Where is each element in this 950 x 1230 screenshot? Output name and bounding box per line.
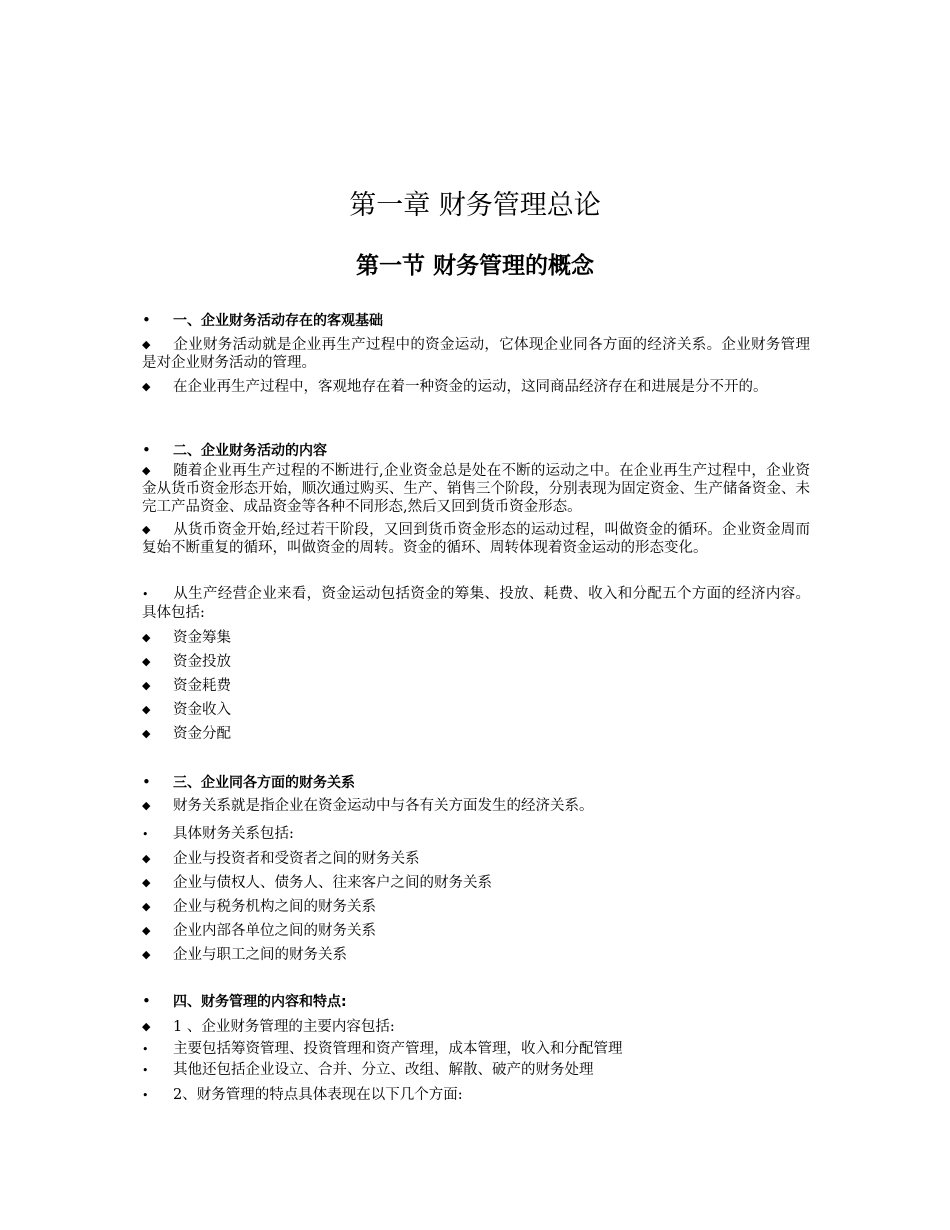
part3-p2-text: 具体财务关系包括: bbox=[173, 826, 294, 842]
dot-bullet-icon: • bbox=[142, 441, 151, 459]
part4-heading-line bbox=[142, 992, 810, 1011]
diamond-bullet-icon: ◆ bbox=[142, 876, 151, 889]
diamond-bullet-icon: ◆ bbox=[142, 523, 151, 536]
diamond-bullet-icon: ◆ bbox=[142, 727, 151, 740]
part1-heading: 一、企业财务活动存在的客观基础 bbox=[173, 313, 383, 329]
part2-item-text: 资金投放 bbox=[173, 654, 231, 670]
part2-p3-text: 从生产经营企业来看，资金运动包括资金的筹集、投放、耗费、收入和分配五个方面的经济内容。具体包括: bbox=[142, 586, 810, 621]
diamond-bullet-icon: ◆ bbox=[142, 799, 151, 812]
part4-line-1 bbox=[142, 1018, 810, 1036]
part4-l4-text: 2、财务管理的特点具体表现在以下几个方面: bbox=[173, 1087, 463, 1103]
chapter-title: 第一章 财务管理总论 bbox=[349, 190, 601, 221]
dot-bullet-icon: • bbox=[142, 773, 151, 791]
part2-item-text: 资金收入 bbox=[173, 702, 231, 718]
part2-paragraph-2 bbox=[142, 521, 810, 557]
part2-item-0 bbox=[142, 629, 810, 647]
part1-p2-text: 在企业再生产过程中，客观地存在着一种资金的运动，这同商品经济存在和进展是分不开的。 bbox=[173, 379, 768, 395]
diamond-bullet-icon: ◆ bbox=[142, 338, 151, 351]
part2-item-text: 资金耗费 bbox=[173, 678, 231, 694]
part4-l2-text: 主要包括筹资管理、投资管理和资产管理，成本管理，收入和分配管理 bbox=[173, 1041, 623, 1057]
part3-item-text: 企业与税务机构之间的财务关系 bbox=[173, 899, 376, 915]
dot-bullet-icon: • bbox=[142, 1089, 149, 1102]
dot-bullet-icon: • bbox=[142, 588, 149, 601]
part3-p1-text: 财务关系就是指企业在资金运动中与各有关方面发生的经济关系。 bbox=[173, 798, 594, 814]
part3-item-0 bbox=[142, 850, 810, 868]
diamond-bullet-icon: ◆ bbox=[142, 679, 151, 692]
dot-bullet-icon: • bbox=[142, 311, 151, 329]
part3-item-text: 企业内部各单位之间的财务关系 bbox=[173, 923, 376, 939]
diamond-bullet-icon: ◆ bbox=[142, 1020, 151, 1033]
part3-item-1 bbox=[142, 874, 810, 892]
part2-item-1 bbox=[142, 653, 810, 671]
section-title: 第一节 财务管理的概念 bbox=[355, 253, 594, 279]
diamond-bullet-icon: ◆ bbox=[142, 380, 151, 393]
part3-item-text: 企业与投资者和受资者之间的财务关系 bbox=[173, 851, 420, 867]
part4-line-2 bbox=[142, 1040, 810, 1059]
part3-item-4 bbox=[142, 946, 810, 964]
dot-bullet-icon: • bbox=[142, 992, 151, 1010]
part3-item-text: 企业与债权人、债务人、往来客户之间的财务关系 bbox=[173, 875, 492, 891]
part3-paragraph-1 bbox=[142, 797, 810, 815]
part2-heading-line bbox=[142, 441, 810, 460]
diamond-bullet-icon: ◆ bbox=[142, 631, 151, 644]
diamond-bullet-icon: ◆ bbox=[142, 900, 151, 913]
diamond-bullet-icon: ◆ bbox=[142, 924, 151, 937]
part2-paragraph-3 bbox=[142, 585, 810, 622]
diamond-bullet-icon: ◆ bbox=[142, 655, 151, 668]
part2-item-text: 资金分配 bbox=[173, 726, 231, 742]
part4-l1-text: 1 、企业财务管理的主要内容包括: bbox=[173, 1019, 395, 1035]
part4-heading: 四、财务管理的内容和特点: bbox=[173, 994, 347, 1010]
part1-heading-line bbox=[142, 311, 810, 330]
part2-item-2 bbox=[142, 677, 810, 695]
dot-bullet-icon: • bbox=[142, 1064, 149, 1077]
dot-bullet-icon: • bbox=[142, 828, 149, 841]
diamond-bullet-icon: ◆ bbox=[142, 852, 151, 865]
dot-bullet-icon: • bbox=[142, 1043, 149, 1056]
diamond-bullet-icon: ◆ bbox=[142, 464, 151, 477]
part2-paragraph-1 bbox=[142, 462, 810, 516]
diamond-bullet-icon: ◆ bbox=[142, 703, 151, 716]
part2-p2-text: 从货币资金开始,经过若干阶段，又回到货币资金形态的运动过程，叫做资金的循环。企业资金周而复始不断重复的循环，叫做资金的周转。资金的循环、周转体现着资金运动的形态变化。 bbox=[142, 522, 810, 556]
part2-item-3 bbox=[142, 701, 810, 719]
part4-l3-text: 其他还包括企业设立、合并、分立、改组、解散、破产的财务处理 bbox=[173, 1062, 594, 1078]
diamond-bullet-icon: ◆ bbox=[142, 948, 151, 961]
part3-item-text: 企业与职工之间的财务关系 bbox=[173, 947, 347, 963]
part2-item-text: 资金筹集 bbox=[173, 630, 231, 646]
part2-p1-text: 随着企业再生产过程的不断进行,企业资金总是处在不断的运动之中。在企业再生产过程中，企业资金从货币资金形态开始，顺次通过购买、生产、销售三个阶段，分别表现为固定资金、生产储备资金、未完工产品资金、成品资金等各种不同形态,然后又回到货币资金形态。 bbox=[142, 463, 810, 515]
part4-line-3 bbox=[142, 1061, 810, 1080]
part3-item-2 bbox=[142, 898, 810, 916]
part4-line-4 bbox=[142, 1086, 810, 1105]
part1-paragraph-1 bbox=[142, 336, 810, 372]
part2-heading: 二、企业财务活动的内容 bbox=[173, 443, 327, 459]
part3-item-3 bbox=[142, 922, 810, 940]
part3-heading: 三、企业同各方面的财务关系 bbox=[173, 775, 355, 791]
part3-paragraph-2 bbox=[142, 825, 810, 844]
part3-heading-line bbox=[142, 773, 810, 792]
part2-item-4 bbox=[142, 725, 810, 743]
part1-p1-text: 企业财务活动就是企业再生产过程中的资金运动，它体现企业同各方面的经济关系。企业财务管理是对企业财务活动的管理。 bbox=[142, 337, 810, 371]
part1-paragraph-2 bbox=[142, 378, 810, 396]
